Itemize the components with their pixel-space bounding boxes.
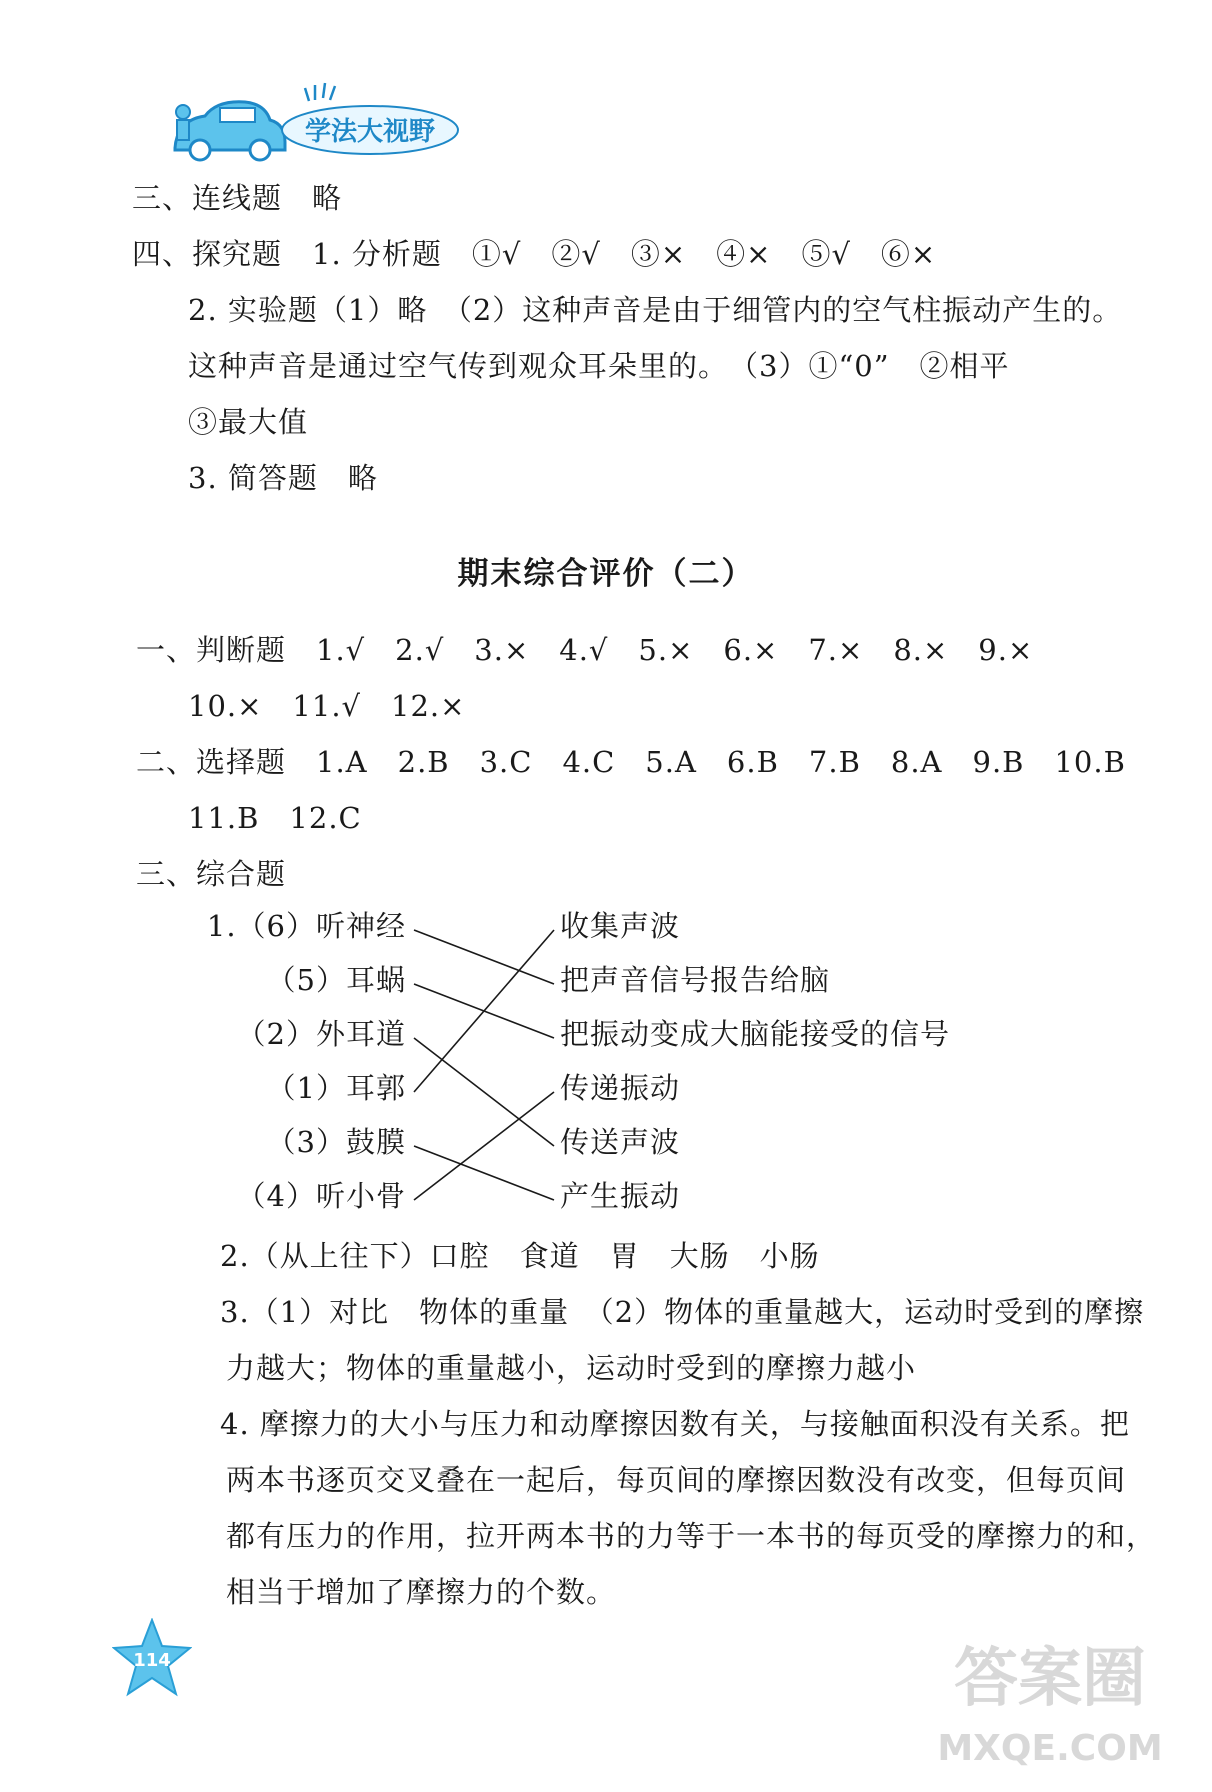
section-title: 期末综合评价（二）: [457, 556, 755, 592]
match-left-item: 1.（6）听神经: [206, 909, 406, 943]
match-connector: [414, 930, 554, 984]
match-left-item: （1）耳郭: [266, 1071, 406, 1105]
answer-line: 10.× 11.√ 12.×: [188, 689, 466, 723]
answer-line: 都有压力的作用，拉开两本书的力等于一本书的每页受的摩擦力的和，: [226, 1519, 1157, 1553]
match-right-item: 传递振动: [560, 1071, 681, 1105]
answer-line: 力越大；物体的重量越小，运动时受到的摩擦力越小: [226, 1351, 917, 1385]
answer-line: ③最大值: [188, 405, 309, 439]
answer-line: 四、探究题 1. 分析题 ①√ ②√ ③× ④× ⑤√ ⑥×: [132, 237, 937, 271]
match-right-item: 把振动变成大脑能接受的信号: [560, 1017, 951, 1051]
match-left-item: （3）鼓膜: [266, 1125, 406, 1159]
answer-line: 两本书逐页交叉叠在一起后，每页间的摩擦因数没有改变，但每页间: [226, 1463, 1127, 1497]
answer-line: 三、连线题 略: [132, 181, 343, 215]
match-right-item: 收集声波: [560, 909, 681, 943]
answer-line: 2.（从上往下）口腔 食道 胃 大肠 小肠: [220, 1239, 820, 1273]
watermark-url: MXQE.COM: [937, 1728, 1163, 1769]
logo-text: 学法大视野: [304, 117, 436, 147]
answer-line: 一、判断题 1.√ 2.√ 3.× 4.√ 5.× 6.× 7.× 8.× 9.×: [136, 633, 1034, 667]
watermark-title: 答案圈: [954, 1642, 1146, 1716]
match-right-item: 产生振动: [560, 1179, 681, 1213]
match-left-item: （5）耳蜗: [266, 963, 406, 997]
page-number-badge: [112, 1618, 192, 1698]
match-connector: [414, 1038, 554, 1146]
answer-line: 3.（1）对比 物体的重量 （2）物体的重量越大，运动时受到的摩擦: [220, 1295, 1145, 1329]
answer-line: 这种声音是通过空气传到观众耳朵里的。 （3）①“0” ②相平: [188, 349, 1010, 383]
match-connector: [414, 1092, 554, 1200]
answer-line: 4. 摩擦力的大小与压力和动摩擦因数有关，与接触面积没有关系。把: [220, 1407, 1130, 1441]
answer-line: 11.B 12.C: [188, 801, 362, 835]
answer-line: 三、综合题: [136, 857, 287, 891]
match-left-item: （4）听小骨: [236, 1179, 406, 1213]
answer-line: 2. 实验题（1）略 （2）这种声音是由于细管内的空气柱振动产生的。: [188, 293, 1123, 327]
match-connector: [414, 930, 554, 1092]
match-right-item: 把声音信号报告给脑: [560, 963, 831, 997]
answer-line: 二、选择题 1.A 2.B 3.C 4.C 5.A 6.B 7.B 8.A 9.B 10.B: [136, 745, 1126, 779]
answer-line: 相当于增加了摩擦力的个数。: [226, 1575, 617, 1609]
page-number: 114: [133, 1650, 171, 1671]
match-connector: [414, 1146, 554, 1200]
watermark-logo: [880, 1620, 1180, 1780]
answer-line: 3. 简答题 略: [188, 461, 378, 495]
match-left-item: （2）外耳道: [236, 1017, 406, 1051]
match-right-item: 传送声波: [560, 1125, 681, 1159]
